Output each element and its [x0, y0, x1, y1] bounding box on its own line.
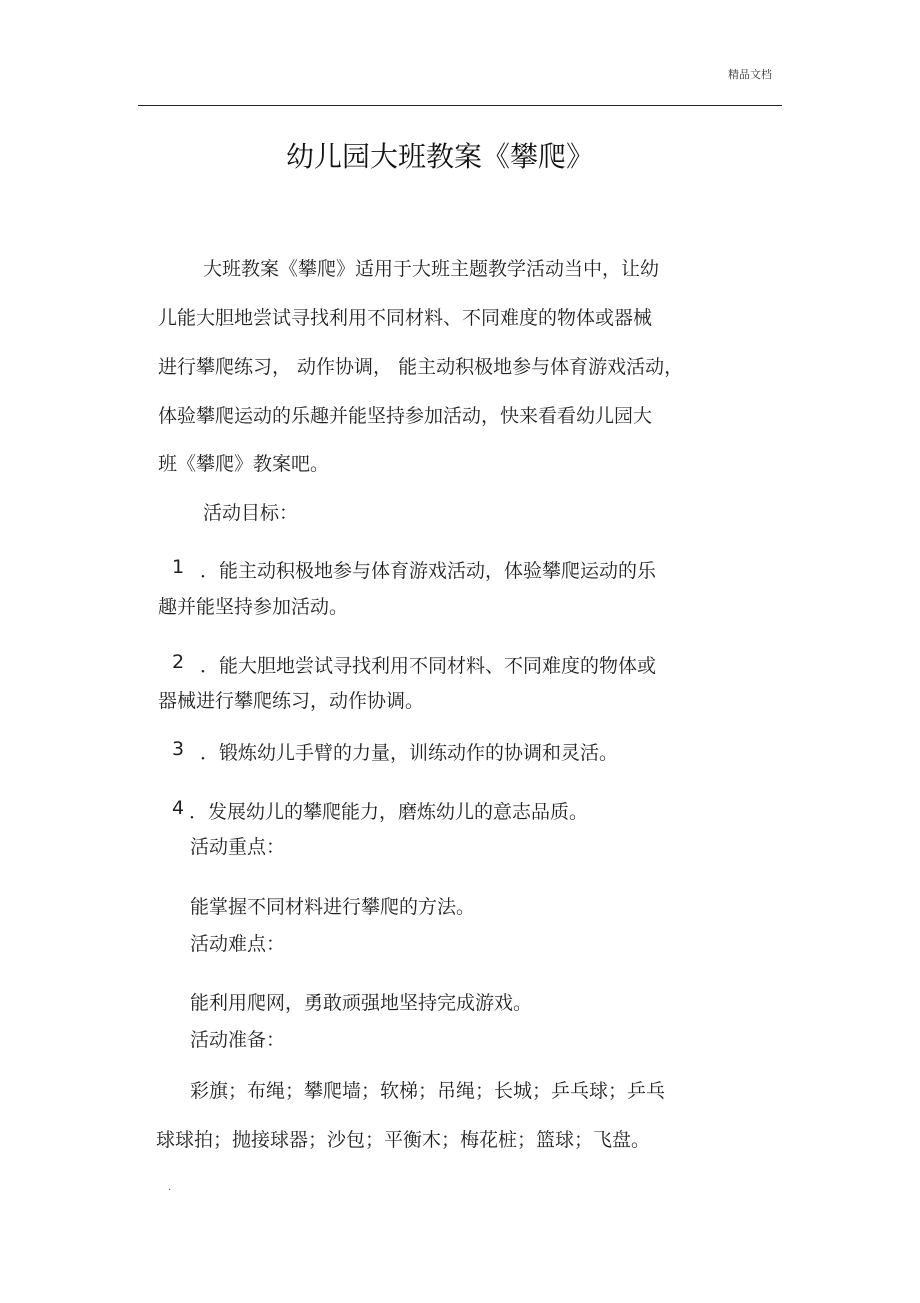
- header-divider: [138, 105, 782, 106]
- goal-1-line-2: 趣并能坚持参加活动。: [158, 596, 349, 618]
- intro-line-1: 大班教案《攀爬》适用于大班主题教学活动当中，让幼: [203, 258, 660, 280]
- goal-1-line-1: ．能主动积极地参与体育游戏活动，体验攀爬运动的乐: [200, 560, 657, 582]
- key-point-text: 能掌握不同材料进行攀爬的方法。: [190, 896, 476, 918]
- intro-line-4: 体验攀爬运动的乐趣并能坚持参加活动，快来看看幼儿园大: [158, 405, 653, 427]
- header-label: 精品文档: [728, 68, 772, 81]
- goal-4-number: 4: [172, 797, 185, 819]
- goal-3-line-1: ．锻炼幼儿手臂的力量，训练动作的协调和灵活。: [200, 742, 619, 764]
- goal-3-number: 3: [172, 738, 185, 760]
- document-title: 幼儿园大班教案《攀爬》: [286, 140, 595, 173]
- intro-line-2: 儿能大胆地尝试寻找利用不同材料、不同难度的物体或器械: [158, 307, 653, 329]
- goal-1-number: 1: [172, 556, 185, 578]
- goal-4-line-1: ．发展幼儿的攀爬能力，磨炼幼儿的意志品质。: [189, 801, 589, 823]
- goal-2-line-1: ．能大胆地尝试寻找利用不同材料、不同难度的物体或: [200, 655, 657, 677]
- intro-line-5: 班《攀爬》教案吧。: [158, 453, 330, 475]
- preparation-heading: 活动准备：: [190, 1029, 286, 1051]
- difficulty-text: 能利用爬网，勇敢顽强地坚持完成游戏。: [190, 992, 533, 1014]
- preparation-line-2: 球球拍；抛接球器；沙包；平衡木；梅花桩；篮球；飞盘。: [156, 1129, 651, 1151]
- key-point-heading: 活动重点：: [190, 836, 286, 858]
- goals-heading: 活动目标：: [203, 502, 299, 524]
- footer-mark: .: [168, 1182, 172, 1193]
- difficulty-heading: 活动难点：: [190, 933, 286, 955]
- intro-line-3: 进行攀爬练习， 动作协调， 能主动积极地参与体育游戏活动，: [158, 356, 684, 378]
- goal-2-line-2: 器械进行攀爬练习，动作协调。: [158, 690, 425, 712]
- preparation-line-1: 彩旗；布绳；攀爬墙；软梯；吊绳；长城；乒乓球；乒乓: [190, 1080, 666, 1102]
- goal-2-number: 2: [172, 651, 185, 673]
